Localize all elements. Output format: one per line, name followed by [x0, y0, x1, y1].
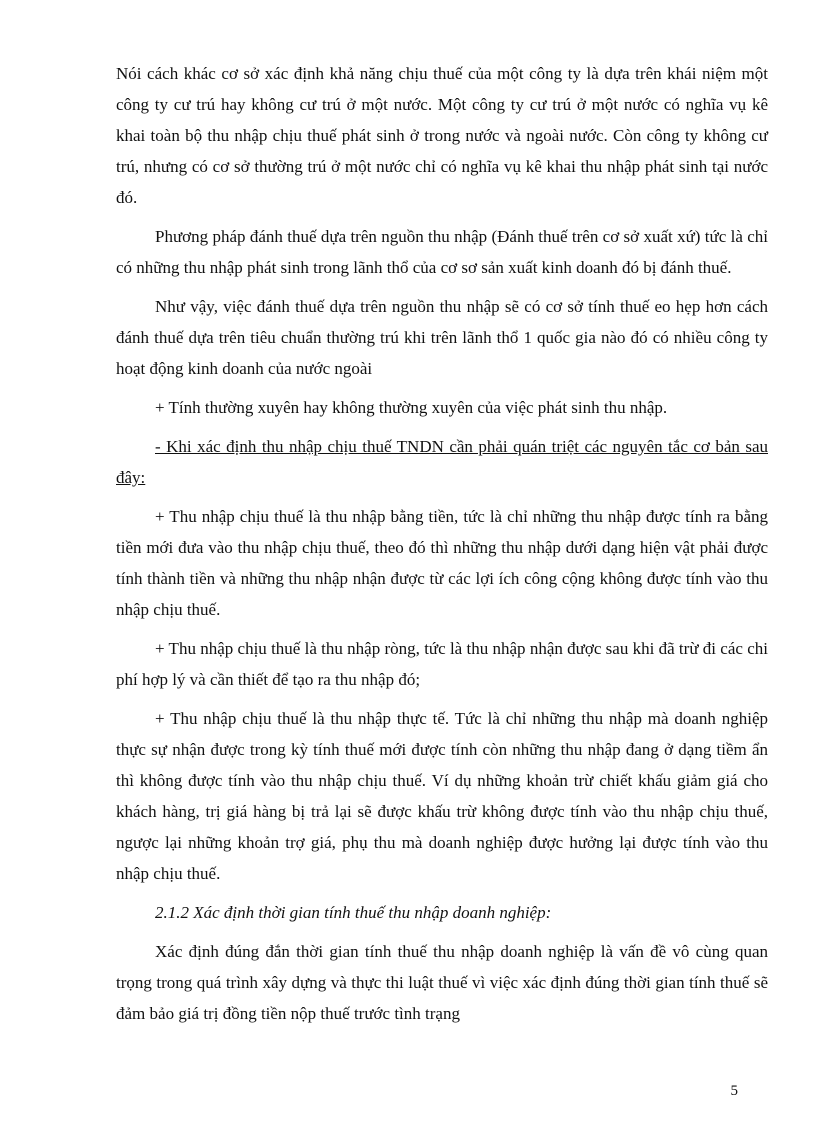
body-paragraph-5: + Thu nhập chịu thuế là thu nhập bằng tiền, tức là chỉ những thu nhập được tính ra bằng tiền mới đưa vào thu nhập chịu thuế, theo đó thì những thu nhập dưới dạng hiện vật phải được tính thành tiền và những thu nhập nhận được từ các lợi ích công cộng không được tính vào thu nhập chịu thuế. [116, 507, 768, 619]
body-paragraph-4: + Tính thường xuyên hay không thường xuyên của việc phát sinh thu nhập. [155, 398, 668, 417]
principles-heading: - Khi xác định thu nhập chịu thuế TNDN cần phải quán triệt các nguyên tắc cơ bản sau đây: [116, 437, 768, 487]
body-paragraph-1: Nói cách khác cơ sở xác định khả năng chịu thuế của một công ty là dựa trên khái niệm một công ty cư trú hay không cư trú ở một nước. Một công ty cư trú ở một nước có nghĩa vụ kê khai toàn bộ thu nhập chịu thuế phát sinh ở trong nước và ngoài nước. Còn công ty không cư trú, nhưng có cơ sở thường trú ở một nước chỉ có nghĩa vụ kê khai thu nhập phát sinh tại nước đó. [116, 64, 768, 207]
body-paragraph-3: Như vậy, việc đánh thuế dựa trên nguồn thu nhập sẽ có cơ sở tính thuế eo hẹp hơn cách đánh thuế dựa trên tiêu chuẩn thường trú khi trên lãnh thổ 1 quốc gia nào đó có nhiều công ty hoạt động kinh doanh của nước ngoài [116, 297, 768, 378]
section-heading: 2.1.2 Xác định thời gian tính thuế thu nhập doanh nghiệp: [155, 903, 552, 922]
body-paragraph-2: Phương pháp đánh thuế dựa trên nguồn thu nhập (Đánh thuế trên cơ sở xuất xứ) tức là chỉ có những thu nhập phát sinh trong lãnh thổ của cơ sơ sản xuất kinh doanh đó bị đánh thuế. [116, 227, 768, 277]
document-page [116, 58, 768, 1029]
page-number: 5 [730, 1083, 738, 1099]
body-paragraph-7: + Thu nhập chịu thuế là thu nhập thực tế. Tức là chỉ những thu nhập mà doanh nghiệp thực sự nhận được trong kỳ tính thuế mới được tính còn những thu nhập đang ở dạng tiềm ẩn thì không được tính vào thu nhập chịu thuế. Ví dụ những khoản trừ chiết khấu giảm giá cho khách hàng, trị giá hàng bị trả lại sẽ được khấu trừ không được tính vào thu nhập chịu thuế, ngược lại những khoản trợ giá, phụ thu mà doanh nghiệp được hưởng lại được tính vào thu nhập chịu thuế. [116, 709, 768, 883]
body-paragraph-8: Xác định đúng đắn thời gian tính thuế thu nhập doanh nghiệp là vấn đề vô cùng quan trọng trong quá trình xây dựng và thực thi luật thuế vì việc xác định đúng thời gian tính thuế sẽ đảm bảo giá trị đồng tiền nộp thuế trước tình trạng [116, 942, 768, 1023]
body-paragraph-6: + Thu nhập chịu thuế là thu nhập ròng, tức là thu nhập nhận được sau khi đã trừ đi các chi phí hợp lý và cần thiết để tạo ra thu nhập đó; [116, 639, 768, 689]
